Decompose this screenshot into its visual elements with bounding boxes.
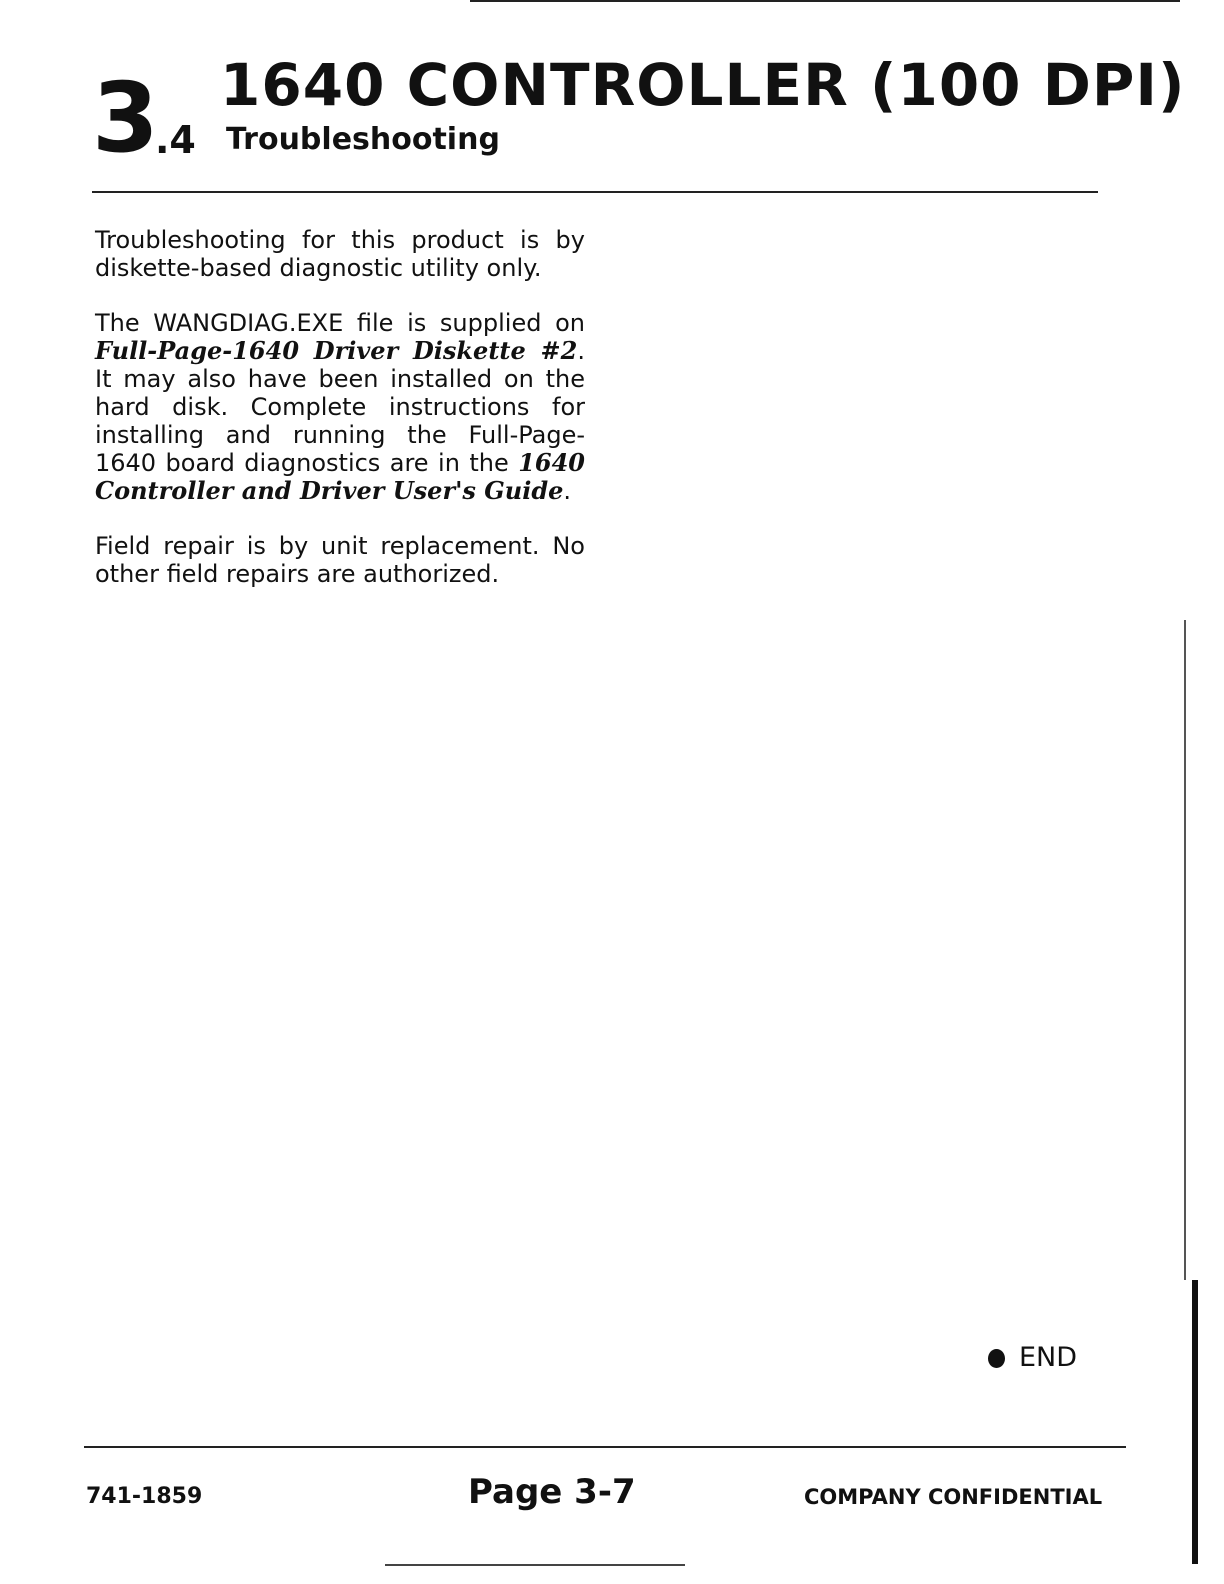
- diskette-title: Full-Page-1640 Driver Diskette #2: [95, 336, 578, 365]
- paragraph-field-repair: Field repair is by unit replacement. No other field repairs are authorized.: [95, 532, 585, 588]
- guide-title: 1640 Controller and Driver User's Guide: [95, 448, 585, 505]
- end-label: END: [1019, 1342, 1078, 1373]
- para2-text-before: The WANGDIAG.EXE file is supplied on: [95, 309, 585, 337]
- paragraph-troubleshooting-method: Troubleshooting for this product is by diskette-based diagnostic utility only.: [95, 226, 585, 282]
- section-number: .4: [155, 118, 196, 162]
- end-marker: [988, 1342, 1077, 1374]
- scan-bottom-line: [385, 1564, 685, 1566]
- bullet-icon: [988, 1349, 1005, 1368]
- para2-text-middle: . It may also have been installed on the hard disk. Complete instructions for installing and running the Full-Page-1640 board diagnostics are in the: [95, 337, 585, 477]
- para2-text-after: .: [563, 477, 572, 505]
- chapter-number: 3: [92, 62, 157, 174]
- scan-edge-line: [1184, 620, 1186, 1280]
- document-number: 741-1859: [86, 1484, 203, 1509]
- paragraph-diagnostic-file: [95, 309, 585, 505]
- header-rule: [92, 191, 1098, 193]
- document-title: 1640 CONTROLLER (100 DPI): [220, 51, 1186, 119]
- confidentiality-notice: COMPANY CONFIDENTIAL: [804, 1485, 1103, 1509]
- footer-rule: [84, 1446, 1126, 1448]
- scan-edge-bar: [1192, 1280, 1198, 1564]
- page-number: Page 3-7: [468, 1472, 636, 1512]
- body-text: [95, 226, 585, 615]
- top-rule: [470, 0, 1180, 2]
- section-title: Troubleshooting: [226, 122, 500, 157]
